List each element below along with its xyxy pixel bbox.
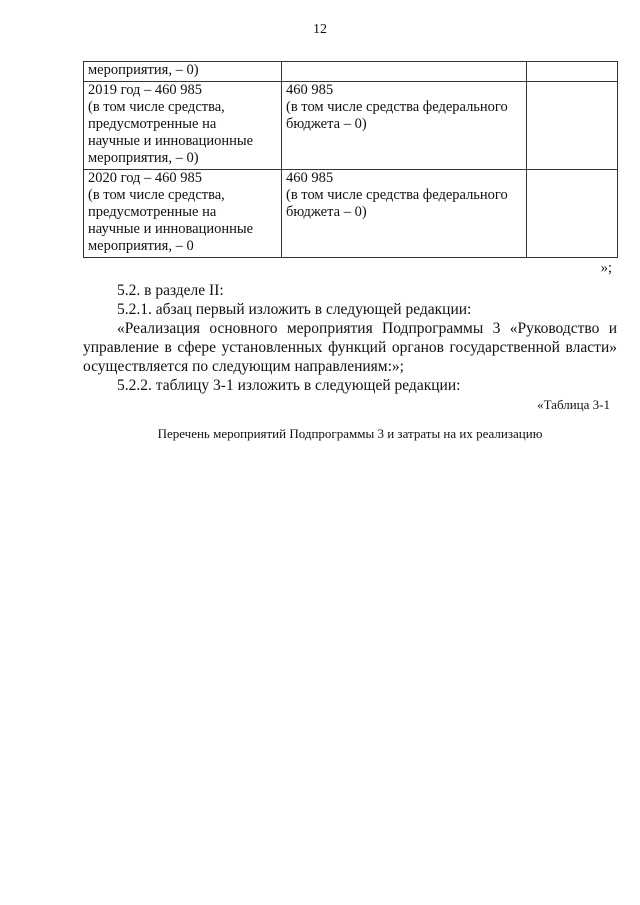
- table-row: [84, 170, 618, 258]
- table-row: [84, 82, 618, 170]
- table-cell: [527, 82, 618, 170]
- paragraph-amendment-2: 5.2.2. таблицу 3-1 изложить в следующей редакции:: [117, 377, 461, 394]
- table-cell: 2020 год – 460 985 (в том числе средства, предусмотренные на научные и инновационные мероприятия, – 0: [84, 170, 282, 258]
- table-cell: мероприятия, – 0): [84, 62, 282, 82]
- table-cell: 460 985 (в том числе средства федерального бюджета – 0): [282, 82, 527, 170]
- paragraph-amendment-1: 5.2.1. абзац первый изложить в следующей редакции:: [117, 301, 472, 318]
- table-caption: «Таблица 3-1: [537, 397, 610, 412]
- table-cell: 2019 год – 460 985 (в том числе средства, предусмотренные на научные и инновационные мероприятия, – 0): [84, 82, 282, 170]
- budget-table: [83, 61, 618, 258]
- closing-quote: »;: [600, 260, 612, 276]
- table-cell: [527, 62, 618, 82]
- paragraph-quoted-text: «Реализация основного мероприятия Подпрограммы 3 «Руководство и управление в сфере установленных функций органов государственной власти» осуществляется по следующим направлениям:»;: [83, 320, 617, 375]
- table-cell: 460 985 (в том числе средства федерального бюджета – 0): [282, 170, 527, 258]
- table-row: [84, 62, 618, 82]
- table-cell: [282, 62, 527, 82]
- paragraph-section-ref: 5.2. в разделе II:: [117, 282, 224, 299]
- page-number: 12: [313, 22, 327, 37]
- table-title: Перечень мероприятий Подпрограммы 3 и затраты на их реализацию: [157, 426, 543, 441]
- table-cell: [527, 170, 618, 258]
